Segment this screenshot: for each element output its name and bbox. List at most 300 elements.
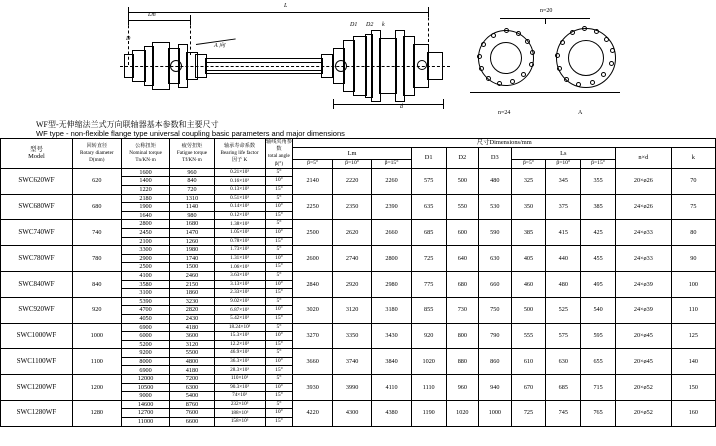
cell-lm-b10: 3350 xyxy=(332,323,371,349)
th-fatigue-unit: Tf/KN·m xyxy=(182,157,202,163)
cell-fatigue-torque: 2150 xyxy=(170,280,214,289)
cell-nominal-torque: 4700 xyxy=(121,306,170,315)
th-angle xyxy=(265,139,293,169)
cell-angle: 10° xyxy=(265,383,293,392)
cell-lm-b10: 2220 xyxy=(332,168,371,194)
cell-bearing-factor: 0.16×10³ xyxy=(214,177,265,186)
cell-nxd: 24×ø26 xyxy=(616,194,672,220)
cell-nxd: 24×ø33 xyxy=(616,246,672,272)
cell-D3: 940 xyxy=(479,375,511,401)
cell-fatigue-torque: 4180 xyxy=(170,366,214,375)
cell-D1: 725 xyxy=(411,246,446,272)
cell-bearing-factor: 15.3×10³ xyxy=(214,332,265,341)
cell-nxd: 20×ø52 xyxy=(616,400,672,426)
cell-angle: 10° xyxy=(265,306,293,315)
cell-k: 140 xyxy=(671,349,715,375)
cell-ls-b15: 765 xyxy=(581,400,616,426)
cell-fatigue-torque: 1470 xyxy=(170,228,214,237)
cell-lm-b5: 3270 xyxy=(293,323,332,349)
cell-D2: 800 xyxy=(446,323,478,349)
cell-D1: 575 xyxy=(411,168,446,194)
cell-ls-b10: 575 xyxy=(546,323,581,349)
cell-ls-b10: 745 xyxy=(546,400,581,426)
cell-angle: 15° xyxy=(265,340,293,349)
cell-angle: 5° xyxy=(265,271,293,280)
cell-nominal-torque: 1900 xyxy=(121,203,170,212)
cell-angle: 10° xyxy=(265,357,293,366)
cell-fatigue-torque: 4800 xyxy=(170,357,214,366)
cell-fatigue-torque: 2820 xyxy=(170,306,214,315)
cell-lm-b15: 4380 xyxy=(372,400,411,426)
cell-D2: 640 xyxy=(446,246,478,272)
cell-lm-b10: 3740 xyxy=(332,349,371,375)
table-body xyxy=(1,168,716,426)
cell-ls-b5: 610 xyxy=(511,349,546,375)
cell-nominal-torque: 9200 xyxy=(121,349,170,358)
cell-k: 160 xyxy=(671,400,715,426)
cell-k: 75 xyxy=(671,194,715,220)
cell-k: 125 xyxy=(671,323,715,349)
th-bearing-unit: 因子 K xyxy=(231,157,248,163)
th-lm: Lm xyxy=(293,147,411,160)
cell-angle: 5° xyxy=(265,323,293,332)
cell-lm-b15: 2660 xyxy=(372,220,411,246)
cell-angle: 5° xyxy=(265,375,293,384)
cell-fatigue-torque: 1680 xyxy=(170,220,214,229)
th-angle-en: total angle xyxy=(268,153,290,160)
cell-model: SWC920WF xyxy=(1,297,73,323)
cell-D3: 660 xyxy=(479,271,511,297)
cell-ls-b5: 325 xyxy=(511,168,546,194)
th-ls-b10: β=10° xyxy=(546,160,581,169)
cell-lm-b10: 3990 xyxy=(332,375,371,401)
th-fatigue xyxy=(170,139,214,169)
cell-fatigue-torque: 1140 xyxy=(170,203,214,212)
cell-fatigue-torque: 840 xyxy=(170,177,214,186)
cell-bearing-factor: 2.33×10³ xyxy=(214,289,265,298)
th-lm-b10: β=10° xyxy=(332,160,371,169)
th-rotary xyxy=(72,139,121,169)
th-angle-cn: 轴线夹角参数 xyxy=(266,139,292,153)
th-rotary-en: Rotary diameter xyxy=(80,149,114,156)
cell-angle: 15° xyxy=(265,263,293,272)
cell-D2: 680 xyxy=(446,271,478,297)
cell-k: 70 xyxy=(671,168,715,194)
cell-bearing-factor: 0.14×10³ xyxy=(214,203,265,212)
cell-fatigue-torque: 1980 xyxy=(170,246,214,255)
cell-lm-b5: 2140 xyxy=(293,168,332,194)
cell-fatigue-torque: 5500 xyxy=(170,349,214,358)
cell-angle: 15° xyxy=(265,289,293,298)
table-row xyxy=(1,246,716,255)
th-lm-b5: β=5° xyxy=(293,160,332,169)
cell-nominal-torque: 12000 xyxy=(121,375,170,384)
caption-en: WF type - non-flexible flange type universal coupling basic parameters and major dimensions xyxy=(36,129,345,138)
cell-ls-b10: 375 xyxy=(546,194,581,220)
cell-fatigue-torque: 1310 xyxy=(170,194,214,203)
cell-nominal-torque: 9000 xyxy=(121,392,170,401)
cell-lm-b5: 3660 xyxy=(293,349,332,375)
cell-rotary-diameter: 740 xyxy=(72,220,121,246)
cell-angle: 15° xyxy=(265,314,293,323)
cell-bearing-factor: 188×10³ xyxy=(214,409,265,418)
cell-model: SWC780WF xyxy=(1,246,73,272)
drawing-label-n20: n=24 xyxy=(498,110,511,116)
cell-lm-b15: 2390 xyxy=(372,194,411,220)
cell-fatigue-torque: 1500 xyxy=(170,263,214,272)
figure-caption xyxy=(0,120,716,138)
cell-fatigue-torque: 7200 xyxy=(170,375,214,384)
cell-bearing-factor: 12.2×10³ xyxy=(214,340,265,349)
cell-D2: 730 xyxy=(446,297,478,323)
cell-bearing-factor: 0.21×10³ xyxy=(214,168,265,177)
cell-ls-b5: 725 xyxy=(511,400,546,426)
cell-angle: 15° xyxy=(265,418,293,427)
cell-fatigue-torque: 3230 xyxy=(170,297,214,306)
drawing-label-beta: A 向 xyxy=(214,43,226,49)
cell-nominal-torque: 3580 xyxy=(121,280,170,289)
drawing-label-d1: D2 xyxy=(366,22,374,28)
cell-lm-b10: 2620 xyxy=(332,220,371,246)
cell-nominal-torque: 3100 xyxy=(121,289,170,298)
cell-nominal-torque: 2100 xyxy=(121,237,170,246)
cell-angle: 10° xyxy=(265,177,293,186)
cell-ls-b15: 495 xyxy=(581,271,616,297)
cell-k: 110 xyxy=(671,297,715,323)
cell-rotary-diameter: 1000 xyxy=(72,323,121,349)
cell-rotary-diameter: 1280 xyxy=(72,400,121,426)
cell-nominal-torque: 1640 xyxy=(121,211,170,220)
cell-angle: 10° xyxy=(265,203,293,212)
cell-fatigue-torque: 5400 xyxy=(170,392,214,401)
cell-D2: 880 xyxy=(446,349,478,375)
cell-lm-b15: 3180 xyxy=(372,297,411,323)
cell-angle: 10° xyxy=(265,228,293,237)
cell-lm-b10: 3120 xyxy=(332,297,371,323)
cell-fatigue-torque: 6300 xyxy=(170,383,214,392)
cell-nominal-torque: 5390 xyxy=(121,297,170,306)
cell-bearing-factor: 3.63×10³ xyxy=(214,271,265,280)
cell-ls-b10: 480 xyxy=(546,271,581,297)
cell-nominal-torque: 4050 xyxy=(121,314,170,323)
cell-D3: 530 xyxy=(479,194,511,220)
th-bearing-cn: 轴承寿命系数 xyxy=(223,142,256,149)
cell-model: SWC740WF xyxy=(1,220,73,246)
th-ls-b15: β=15° xyxy=(581,160,616,169)
cell-lm-b5: 3020 xyxy=(293,297,332,323)
cell-D1: 775 xyxy=(411,271,446,297)
drawing-label-a: D xyxy=(126,36,131,42)
th-rotary-cn: 回转直径 xyxy=(86,142,108,149)
cell-D1: 635 xyxy=(411,194,446,220)
th-bearing xyxy=(214,139,265,169)
cell-D1: 1020 xyxy=(411,349,446,375)
cell-rotary-diameter: 1100 xyxy=(72,349,121,375)
cell-model: SWC680WF xyxy=(1,194,73,220)
th-ls-b5: β=5° xyxy=(511,160,546,169)
cell-nominal-torque: 2500 xyxy=(121,263,170,272)
table-row xyxy=(1,349,716,358)
cell-lm-b5: 2500 xyxy=(293,220,332,246)
cell-bearing-factor: 5.42×10³ xyxy=(214,314,265,323)
th-fatigue-en: Fatigue torque xyxy=(176,149,208,156)
cell-rotary-diameter: 620 xyxy=(72,168,121,194)
cell-ls-b15: 595 xyxy=(581,323,616,349)
cell-bearing-factor: 0.78×10³ xyxy=(214,237,265,246)
cell-nxd: 24×ø39 xyxy=(616,271,672,297)
table-row xyxy=(1,375,716,384)
cell-nominal-torque: 6900 xyxy=(121,323,170,332)
cell-nominal-torque: 8000 xyxy=(121,357,170,366)
th-model-en: Model xyxy=(28,153,45,161)
cell-lm-b10: 2740 xyxy=(332,246,371,272)
cell-bearing-factor: 0.13×10³ xyxy=(214,186,265,195)
th-fatigue-cn: 疲劳扭矩 xyxy=(181,142,203,149)
drawing-label-l: L xyxy=(284,3,288,9)
cell-model: SWC1000WF xyxy=(1,323,73,349)
cell-fatigue-torque: 7600 xyxy=(170,409,214,418)
cell-bearing-factor: 1.05×10³ xyxy=(214,228,265,237)
th-nominal-en: Nominal torque xyxy=(129,149,162,156)
cell-nominal-torque: 10500 xyxy=(121,383,170,392)
cell-model: SWC840WF xyxy=(1,271,73,297)
cell-model: SWC1200WF xyxy=(1,375,73,401)
cell-ls-b10: 685 xyxy=(546,375,581,401)
cell-D1: 685 xyxy=(411,220,446,246)
cell-nominal-torque: 3300 xyxy=(121,246,170,255)
cell-ls-b5: 385 xyxy=(511,220,546,246)
table-row xyxy=(1,271,716,280)
table-row xyxy=(1,220,716,229)
cell-lm-b15: 2260 xyxy=(372,168,411,194)
cell-D3: 590 xyxy=(479,220,511,246)
table-row xyxy=(1,400,716,409)
cell-fatigue-torque: 980 xyxy=(170,211,214,220)
cell-model: SWC1100WF xyxy=(1,349,73,375)
cell-k: 100 xyxy=(671,271,715,297)
cell-lm-b10: 2350 xyxy=(332,194,371,220)
cell-angle: 10° xyxy=(265,280,293,289)
cell-D3: 860 xyxy=(479,349,511,375)
table-row xyxy=(1,194,716,203)
cell-angle: 15° xyxy=(265,186,293,195)
cell-angle: 5° xyxy=(265,168,293,177)
cell-lm-b15: 4110 xyxy=(372,375,411,401)
cell-ls-b15: 655 xyxy=(581,349,616,375)
cell-fatigue-torque: 960 xyxy=(170,168,214,177)
cell-angle: 15° xyxy=(265,237,293,246)
cell-rotary-diameter: 840 xyxy=(72,271,121,297)
cell-rotary-diameter: 920 xyxy=(72,297,121,323)
th-angle-unit: β(°) xyxy=(274,160,284,167)
th-ls: Ls xyxy=(511,147,615,160)
th-D: D1 xyxy=(411,147,446,168)
cell-ls-b5: 500 xyxy=(511,297,546,323)
cell-nominal-torque: 1400 xyxy=(121,177,170,186)
cell-angle: 5° xyxy=(265,194,293,203)
parameters-table xyxy=(0,138,716,427)
cell-D1: 855 xyxy=(411,297,446,323)
cell-lm-b15: 2980 xyxy=(372,271,411,297)
cell-fatigue-torque: 6600 xyxy=(170,418,214,427)
cell-nxd: 20×ø26 xyxy=(616,168,672,194)
cell-bearing-factor: 28.3×10³ xyxy=(214,366,265,375)
drawing-label-a-view: n=20 xyxy=(540,8,553,14)
cell-ls-b10: 345 xyxy=(546,168,581,194)
cell-angle: 5° xyxy=(265,400,293,409)
th-D2: D3 xyxy=(479,147,511,168)
cell-lm-b5: 2840 xyxy=(293,271,332,297)
cell-nxd: 20×ø52 xyxy=(616,375,672,401)
th-nominal-cn: 公称扭矩 xyxy=(135,142,156,149)
cell-angle: 5° xyxy=(265,349,293,358)
cell-ls-b10: 630 xyxy=(546,349,581,375)
cell-nominal-torque: 14600 xyxy=(121,400,170,409)
cell-lm-b15: 2800 xyxy=(372,246,411,272)
cell-D3: 630 xyxy=(479,246,511,272)
cell-bearing-factor: 3.13×10³ xyxy=(214,280,265,289)
cell-nominal-torque: 1600 xyxy=(121,168,170,177)
cell-bearing-factor: 1.06×10³ xyxy=(214,263,265,272)
cell-D1: 1190 xyxy=(411,400,446,426)
cell-nominal-torque: 2180 xyxy=(121,194,170,203)
cell-ls-b5: 460 xyxy=(511,271,546,297)
cell-lm-b5: 3930 xyxy=(293,375,332,401)
cell-fatigue-torque: 1740 xyxy=(170,254,214,263)
cell-bearing-factor: 74×10³ xyxy=(214,392,265,401)
cell-k: 90 xyxy=(671,246,715,272)
cell-D3: 1000 xyxy=(479,400,511,426)
drawing-label-lm-top: Lm xyxy=(148,12,156,18)
cell-lm-b5: 2250 xyxy=(293,194,332,220)
cell-lm-b15: 3840 xyxy=(372,349,411,375)
cell-bearing-factor: 36.3×10³ xyxy=(214,357,265,366)
cell-D2: 600 xyxy=(446,220,478,246)
cell-lm-b10: 2920 xyxy=(332,271,371,297)
cell-D2: 960 xyxy=(446,375,478,401)
cell-fatigue-torque: 8760 xyxy=(170,400,214,409)
cell-angle: 10° xyxy=(265,332,293,341)
th-model-cn: 型号 xyxy=(30,145,43,153)
cell-ls-b15: 540 xyxy=(581,297,616,323)
cell-ls-b10: 525 xyxy=(546,297,581,323)
cell-nominal-torque: 6900 xyxy=(121,366,170,375)
cell-nominal-torque: 5200 xyxy=(121,340,170,349)
cell-D3: 480 xyxy=(479,168,511,194)
th-nxd: n×d xyxy=(616,147,672,168)
cell-fatigue-torque: 1860 xyxy=(170,289,214,298)
th-nominal xyxy=(121,139,170,169)
cell-fatigue-torque: 3600 xyxy=(170,332,214,341)
cell-nominal-torque: 12700 xyxy=(121,409,170,418)
table-row xyxy=(1,297,716,306)
cell-nominal-torque: 4100 xyxy=(121,271,170,280)
cell-nxd: 20×ø45 xyxy=(616,349,672,375)
cell-angle: 5° xyxy=(265,297,293,306)
cell-fatigue-torque: 720 xyxy=(170,186,214,195)
cell-fatigue-torque: 2460 xyxy=(170,271,214,280)
cell-angle: 5° xyxy=(265,246,293,255)
cell-angle: 10° xyxy=(265,254,293,263)
th-lm-b15: β=15° xyxy=(372,160,411,169)
cell-lm-b10: 4300 xyxy=(332,400,371,426)
cell-D2: 1020 xyxy=(446,400,478,426)
th-dimensions: 尺寸Dimensions/mm xyxy=(293,139,716,148)
th-rotary-unit: D(mm) xyxy=(89,157,105,163)
cell-fatigue-torque: 3120 xyxy=(170,340,214,349)
cell-bearing-factor: 9.02×10³ xyxy=(214,297,265,306)
cell-ls-b10: 440 xyxy=(546,246,581,272)
cell-ls-b15: 455 xyxy=(581,246,616,272)
drawing-label-n24: A xyxy=(578,110,583,116)
cell-D2: 550 xyxy=(446,194,478,220)
cell-angle: 10° xyxy=(265,409,293,418)
cell-nominal-torque: 1220 xyxy=(121,186,170,195)
cell-fatigue-torque: 2430 xyxy=(170,314,214,323)
th-D1: D2 xyxy=(446,147,478,168)
cell-ls-b15: 385 xyxy=(581,194,616,220)
cell-ls-b5: 555 xyxy=(511,323,546,349)
cell-nxd: 20×ø45 xyxy=(616,323,672,349)
drawing-label-k: d xyxy=(400,104,403,110)
th-k: k xyxy=(671,147,715,168)
cell-nominal-torque: 11000 xyxy=(121,418,170,427)
cell-lm-b5: 4220 xyxy=(293,400,332,426)
th-bearing-en: Bearing life factor xyxy=(220,149,259,156)
cell-angle: 15° xyxy=(265,366,293,375)
cell-nxd: 24×ø39 xyxy=(616,297,672,323)
cell-bearing-factor: 1.73×10³ xyxy=(214,246,265,255)
cell-ls-b15: 425 xyxy=(581,220,616,246)
cell-D2: 500 xyxy=(446,168,478,194)
cell-bearing-factor: 46.9×10³ xyxy=(214,349,265,358)
cell-D3: 790 xyxy=(479,323,511,349)
table-row xyxy=(1,168,716,177)
cell-nominal-torque: 2800 xyxy=(121,220,170,229)
cell-rotary-diameter: 680 xyxy=(72,194,121,220)
cell-nxd: 24×ø33 xyxy=(616,220,672,246)
cell-bearing-factor: 18.24×10³ xyxy=(214,323,265,332)
cell-nominal-torque: 2450 xyxy=(121,228,170,237)
th-nominal-unit: Tn/KN·m xyxy=(135,157,156,163)
cell-rotary-diameter: 780 xyxy=(72,246,121,272)
cell-angle: 5° xyxy=(265,220,293,229)
cell-ls-b5: 350 xyxy=(511,194,546,220)
cell-bearing-factor: 110×10³ xyxy=(214,375,265,384)
cell-nominal-torque: 2900 xyxy=(121,254,170,263)
cell-nominal-torque: 6000 xyxy=(121,332,170,341)
cell-bearing-factor: 6.87×10³ xyxy=(214,306,265,315)
cell-ls-b5: 405 xyxy=(511,246,546,272)
cell-lm-b5: 2600 xyxy=(293,246,332,272)
cell-bearing-factor: 1.38×10³ xyxy=(214,220,265,229)
cell-fatigue-torque: 1260 xyxy=(170,237,214,246)
cell-angle: 15° xyxy=(265,392,293,401)
cell-bearing-factor: 90.3×10³ xyxy=(214,383,265,392)
cell-bearing-factor: 158×10³ xyxy=(214,418,265,427)
cell-k: 80 xyxy=(671,220,715,246)
cell-bearing-factor: 1.31×10³ xyxy=(214,254,265,263)
cell-model: SWC1280WF xyxy=(1,400,73,426)
caption-cn: WF型-无伸缩法兰式万向联轴器基本参数和主要尺寸 xyxy=(36,120,219,129)
cell-lm-b15: 3430 xyxy=(372,323,411,349)
drawing-label-d: D1 xyxy=(350,22,358,28)
cell-k: 150 xyxy=(671,375,715,401)
cell-fatigue-torque: 4180 xyxy=(170,323,214,332)
technical-drawing xyxy=(0,0,716,120)
cell-D1: 920 xyxy=(411,323,446,349)
cell-bearing-factor: 0.51×10³ xyxy=(214,194,265,203)
